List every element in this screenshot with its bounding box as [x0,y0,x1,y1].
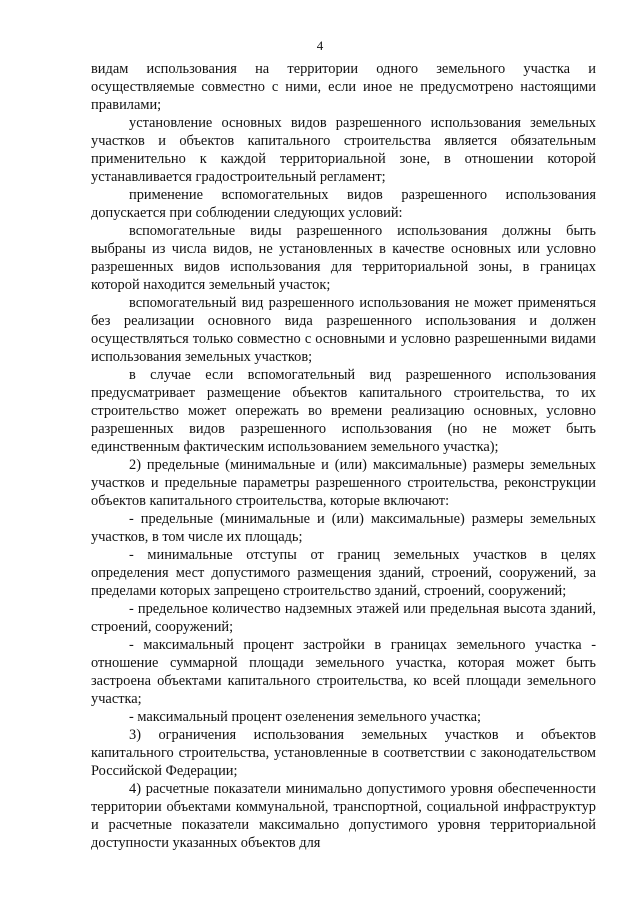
list-item-4-calculation-indicators: 4) расчетные показатели минимально допустимого уровня обеспеченности территории объектами коммунальной, транспортной, социальной инфраструктур и расчетные показатели максимально допустимого уровня территориальной доступности указанных объектов для [91,781,596,851]
sub-item-floors-height: - предельное количество надземных этажей или предельная высота зданий, строений, сооружений; [91,601,596,635]
paragraph-auxiliary-joint-use: вспомогательный вид разрешенного использования не может применяться без реализации основного вида разрешенного использования и должен осуществляться только совместно с основными и условно разрешенными видами использования земельных участков; [91,295,596,365]
list-item-2-limit-sizes: 2) предельные (минимальные и (или) максимальные) размеры земельных участков и предельные параметры разрешенного строительства, реконструкции объектов капитального строительства, которые включают: [91,457,596,509]
sub-item-greening-percent: - максимальный процент озеленения земельного участка; [129,709,481,725]
paragraph-auxiliary-selection: вспомогательные виды разрешенного использования должны быть выбраны из числа видов, не установленных в качестве основных или условно разрешенных видов использования для территориальной зоны, в границах которой находится земельный участок; [91,223,596,293]
sub-item-setbacks: - минимальные отступы от границ земельных участков в целях определения мест допустимого размещения зданий, строений, сооружений, за пределами которых запрещено строительство зданий, строений, сооружений; [91,547,596,599]
sub-item-building-coverage: - максимальный процент застройки в границах земельного участка - отношение суммарной площади земельного участка, которая может быть застроена объектами капитального строительства, ко всей площади земельного участка; [91,637,596,707]
sub-item-plot-sizes: - предельные (минимальные и (или) максимальные) размеры земельных участков, в том числе их площадь; [91,511,596,545]
paragraph-basic-use-types: установление основных видов разрешенного использования земельных участков и объектов капитального строительства является обязательным применительно к каждой территориальной зоне, в отношении которой устанавливается градостроительный регламент; [91,115,596,185]
paragraph-continuation: видам использования на территории одного земельного участка и осуществляемые совместно с ними, если иное не предусмотрено настоящими правилами; [91,61,596,113]
list-item-3-restrictions: 3) ограничения использования земельных участков и объектов капитального строительства, установленные в соответствии с законодательством Российской Федерации; [91,727,596,779]
paragraph-auxiliary-construction: в случае если вспомогательный вид разрешенного использования предусматривает размещение объектов капитального строительства, то их строительство может опережать во времени реализацию основных, условно разрешенных видов разрешенного использования (но не может быть единственным фактическим использованием земельного участка); [91,367,596,455]
document-body [91,60,596,852]
page-number: 4 [316,38,324,53]
paragraph-auxiliary-use-conditions: применение вспомогательных видов разрешенного использования допускается при соблюдении следующих условий: [91,187,596,221]
